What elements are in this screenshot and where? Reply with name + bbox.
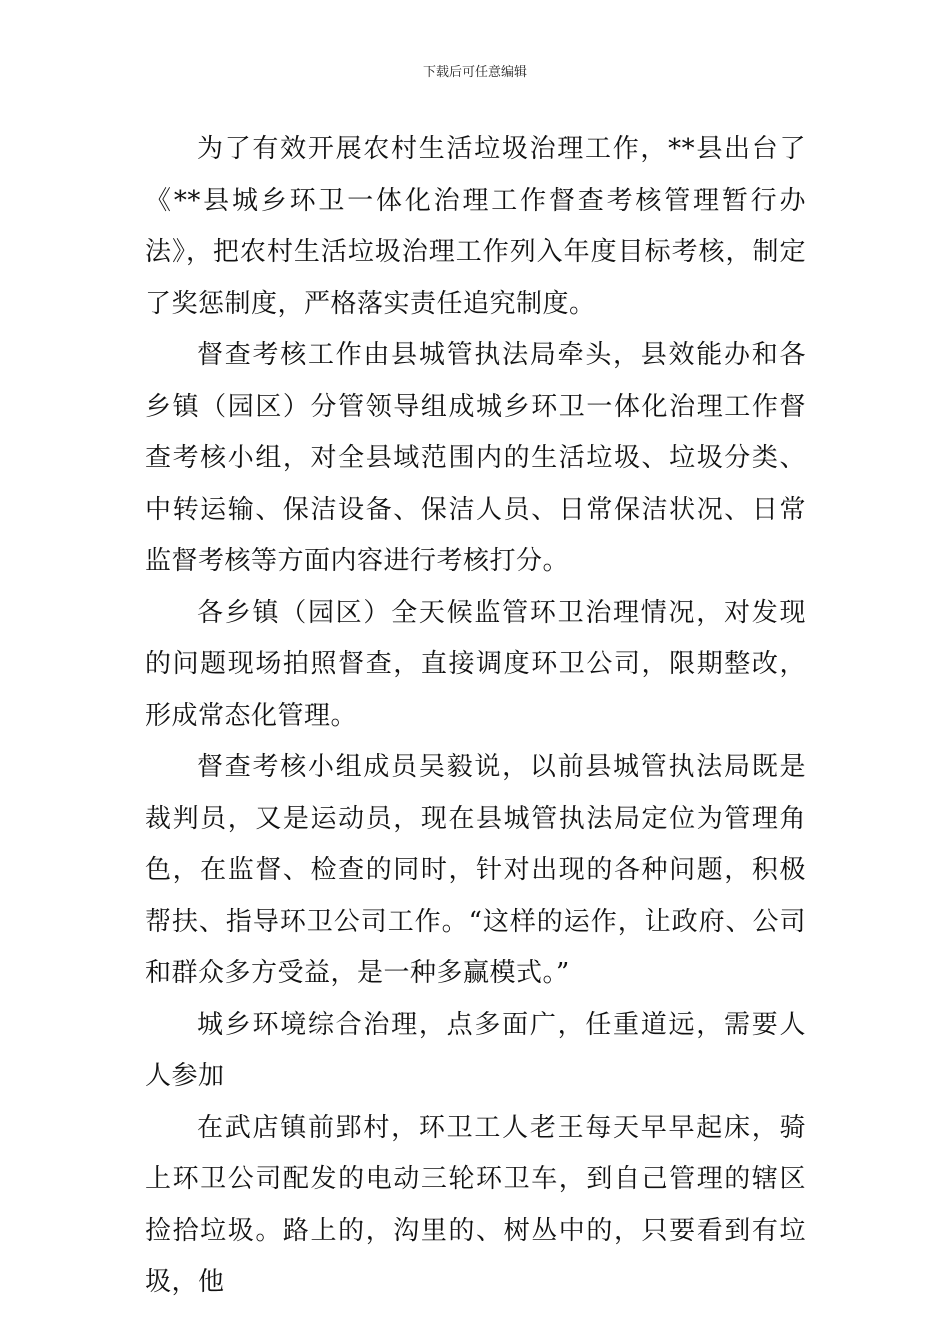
page-header: 下载后可任意编辑 <box>422 65 527 80</box>
paragraph: 督查考核工作由县城管执法局牵头，县效能办和各乡镇（园区）分管领导组成城乡环卫一体化治理工作督查考核小组，对全县域范围内的生活垃圾、垃圾分类、中转运输、保洁设备、保洁人员、日常保洁状况、日常监督考核等方面内容进行考核打分。 <box>145 340 806 576</box>
paragraph: 为了有效开展农村生活垃圾治理工作，**县出台了《**县城乡环卫一体化治理工作督查考核管理暂行办法》，把农村生活垃圾治理工作列入年度目标考核，制定了奖惩制度，严格落实责任追究制度。 <box>145 134 806 319</box>
paragraph: 各乡镇（园区）全天候监管环卫治理情况，对发现的问题现场拍照督查，直接调度环卫公司，限期整改，形成常态化管理。 <box>145 597 806 731</box>
document-body <box>145 124 806 1309</box>
paragraph: 城乡环境综合治理，点多面广，任重道远，需要人人参加 <box>145 1009 806 1091</box>
paragraph: 督查考核小组成员吴毅说，以前县城管执法局既是裁判员，又是运动员，现在县城管执法局定位为管理角色，在监督、检查的同时，针对出现的各种问题，积极帮扶、指导环卫公司工作。“这样的运作，让政府、公司和群众多方受益，是一种多赢模式。” <box>145 752 806 988</box>
paragraph: 在武店镇前郢村，环卫工人老王每天早早起床，骑上环卫公司配发的电动三轮环卫车，到自己管理的辖区捡拾垃圾。路上的，沟里的、树丛中的，只要看到有垃圾，他 <box>145 1112 806 1297</box>
